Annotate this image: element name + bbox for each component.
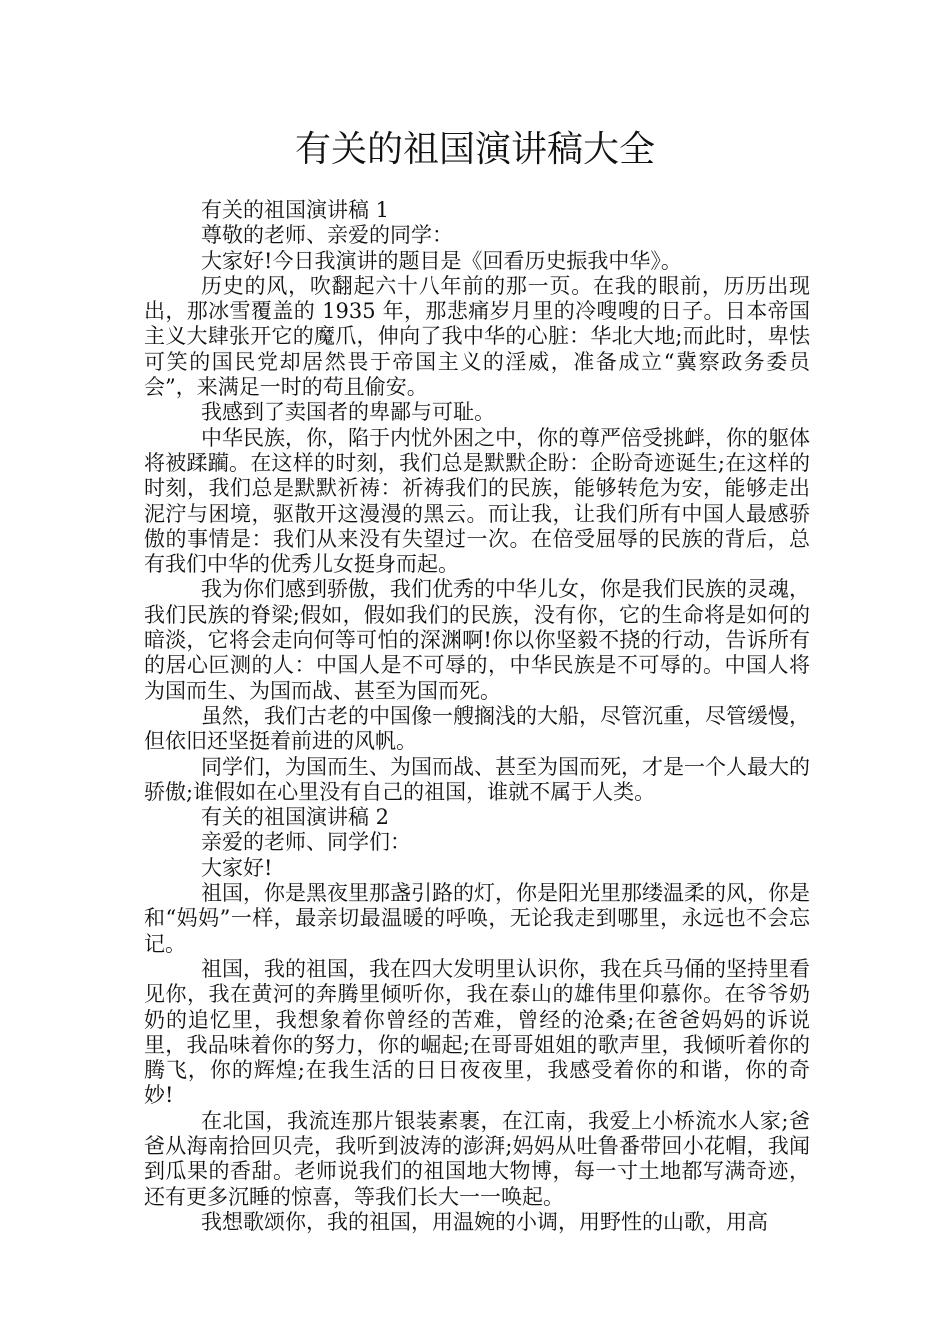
- document-title: 有关的祖国演讲稿大全: [294, 129, 655, 170]
- paragraph: 有关的祖国演讲稿 2: [201, 805, 390, 830]
- paragraph: 虽然，我们古老的中国像一艘搁浅的大船，尽管沉重，尽管缓慢，但依旧还坚挺着前进的风帆。: [144, 703, 810, 754]
- paragraph: 尊敬的老师、亲爱的同学：: [201, 223, 453, 248]
- document-body: [144, 198, 810, 1235]
- paragraph: 祖国，我的祖国，我在四大发明里认识你，我在兵马俑的坚持里看见你，我在黄河的奔腾里倾听你，我在泰山的雄伟里仰慕你。在爷爷奶奶的追忆里，我想象着你曾经的苦难，曾经的沧桑;在爸爸妈妈的诉说里，我品味着你的努力，你的崛起;在哥哥姐姐的歌声里，我倾听着你的腾飞，你的辉煌;在我生活的日日夜夜里，我感受着你的和谐，你的奇妙!: [144, 956, 810, 1108]
- paragraph: 我感到了卖国者的卑鄙与可耻。: [201, 400, 495, 425]
- paragraph: 大家好!今日我演讲的题目是《回看历史振我中华》。: [201, 248, 682, 273]
- paragraph: 大家好!: [201, 855, 273, 880]
- paragraph: 同学们，为国而生、为国而战、甚至为国而死，才是一个人最大的骄傲;谁假如在心里没有自己的祖国，谁就不属于人类。: [144, 754, 810, 804]
- paragraph: 祖国，你是黑夜里那盏引路的灯，你是阳光里那缕温柔的风，你是和“妈妈”一样，最亲切最温暖的呼唤，无论我走到哪里，永远也不会忘记。: [144, 881, 810, 956]
- paragraph: 亲爱的老师、同学们：: [201, 830, 411, 855]
- paragraph: 历史的风，吹翻起六十八年前的那一页。在我的眼前，历历出现出，那冰雪覆盖的 1935 年，那悲痛岁月里的冷嗖嗖的日子。日本帝国主义大肆张开它的魔爪，伸向了我中华的心脏：华北大地;而此时，卑怯可笑的国民党却居然畏于帝国主义的淫威，准备成立“冀察政务委员会”，来满足一时的苟且偷安。: [144, 273, 810, 400]
- paragraph: 有关的祖国演讲稿 1: [201, 198, 390, 222]
- paragraph: 我为你们感到骄傲，我们优秀的中华儿女，你是我们民族的灵魂，我们民族的脊梁;假如，假如我们的民族，没有你，它的生命将是如何的暗淡，它将会走向何等可怕的深渊啊!你以你坚毅不挠的行动，告诉所有的居心叵测的人：中国人是不可辱的，中华民族是不可辱的。中国人将为国而生、为国而战、甚至为国而死。: [144, 577, 810, 703]
- paragraph: 在北国，我流连那片银装素裹，在江南，我爱上小桥流水人家;爸爸从海南拾回贝壳，我听到波涛的澎湃;妈妈从吐鲁番带回小花帽，我闻到瓜果的香甜。老师说我们的祖国地大物博，每一寸土地都写满奇迹，还有更多沉睡的惊喜，等我们长大一一唤起。: [144, 1108, 810, 1209]
- paragraph: 我想歌颂你，我的祖国，用温婉的小调，用野性的山歌，用高: [201, 1209, 768, 1234]
- paragraph: 中华民族，你，陷于内忧外困之中，你的尊严倍受挑衅，你的躯体将被蹂躏。在这样的时刻，我们总是默默企盼：企盼奇迹诞生;在这样的时刻，我们总是默默祈祷：祈祷我们的民族，能够转危为安，能够走出泥泞与困境，驱散开这漫漫的黑云。而让我，让我们所有中国人最感骄傲的事情是：我们从来没有失望过一次。在倍受屈辱的民族的背后，总有我们中华的优秀儿女挺身而起。: [144, 425, 810, 577]
